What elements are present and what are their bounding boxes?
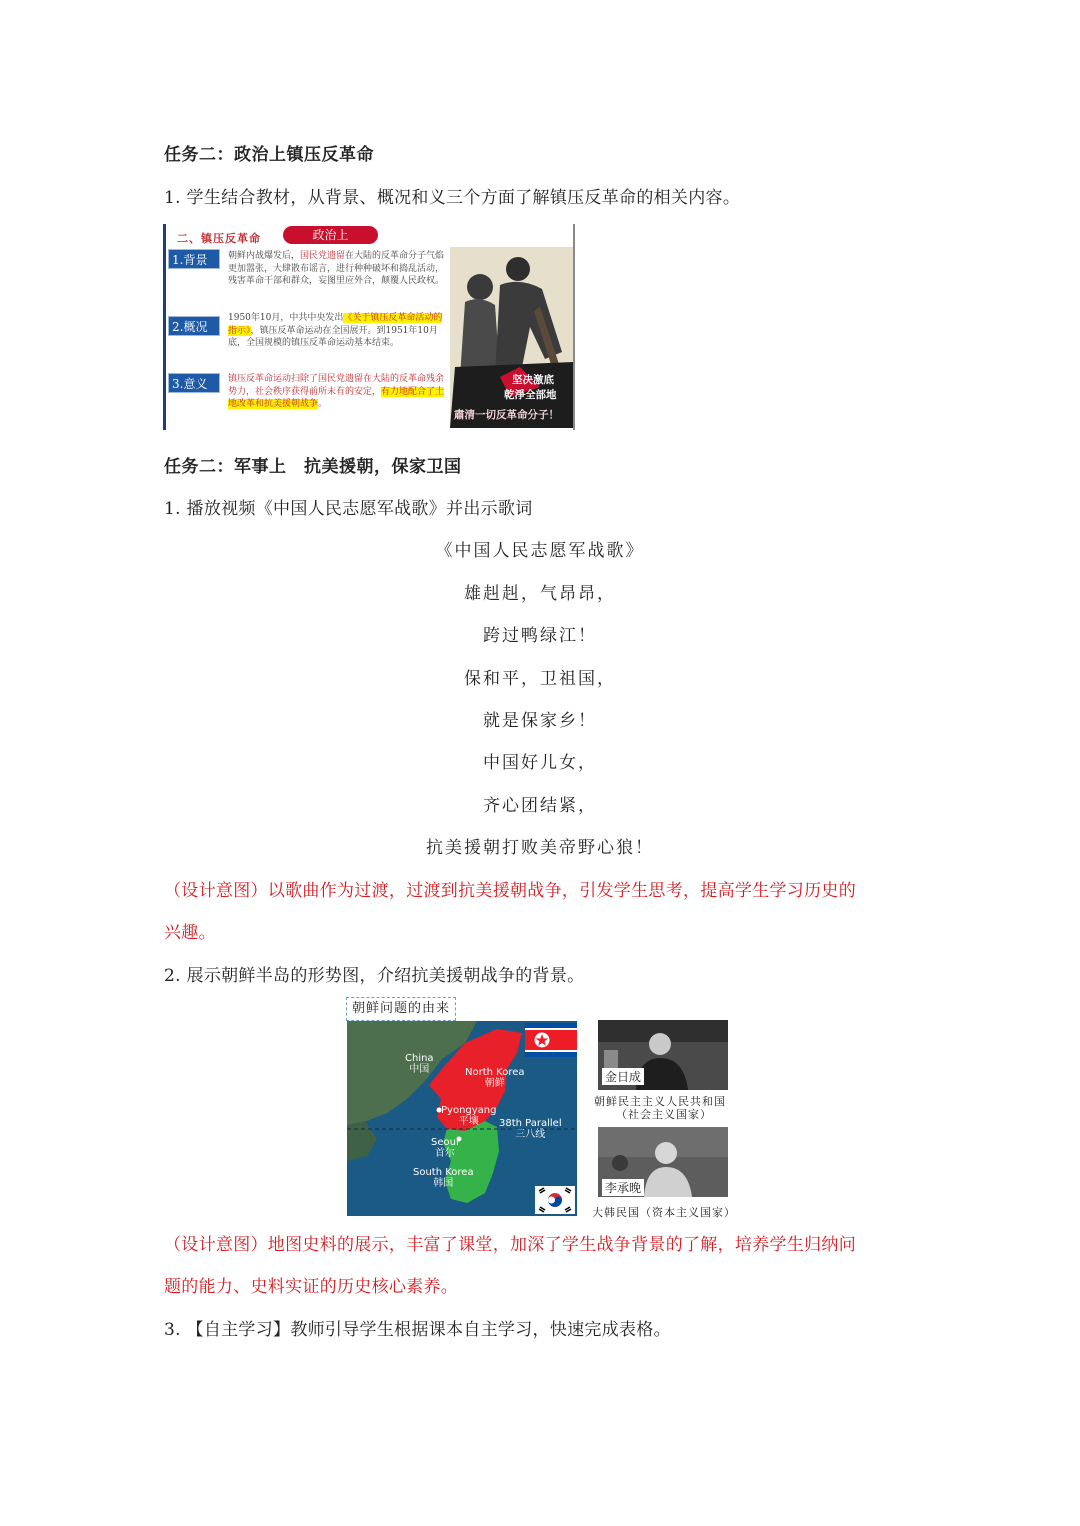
instruction-1: 1. 学生结合教材，从背景、概况和义三个方面了解镇压反革命的相关内容。 — [164, 188, 741, 208]
tag-background: 1.背景 — [168, 249, 220, 269]
lyric-line-3: 保和平，卫祖国， — [464, 669, 616, 689]
instruction-video: 1. 播放视频《中国人民志愿军战歌》并出示歌词 — [164, 499, 533, 519]
south-korea-flag-icon — [535, 1186, 575, 1214]
label-py-zh: 平壤 — [458, 1116, 479, 1127]
song-title: 《中国人民志愿军战歌》 — [435, 541, 645, 561]
label-seoul-zh: 首尔 — [434, 1148, 455, 1159]
text-significance — [228, 373, 448, 411]
design-intent-2-line1: （设计意图）地图史料的展示，丰富了课堂，加深了学生战争背景的了解，培养学生归纳问 — [164, 1235, 856, 1255]
counterrevolution-slide — [163, 224, 575, 430]
text-sig-a: 镇压反革命运动扫除了国民党遗留在大陆的反革命残余势力，社会秩序获得前所未有的安定， — [228, 374, 445, 397]
north-korea-flag-icon — [525, 1023, 577, 1057]
label-parallel-en: 38th Parallel — [499, 1118, 562, 1129]
label-south-korea — [413, 1167, 474, 1189]
text-background — [228, 250, 448, 288]
propaganda-poster — [450, 247, 573, 428]
label-py-en: Pyongyang — [441, 1105, 497, 1116]
caption-rok: 大韩民国（资本主义国家） — [592, 1206, 736, 1219]
lyric-line-6: 齐心团结紧， — [483, 796, 597, 816]
design-intent-1-line2: 兴趣。 — [164, 923, 216, 943]
text-sig-b: 。 — [318, 399, 328, 409]
korea-map-slide — [346, 997, 736, 1219]
label-china-en: China — [405, 1053, 434, 1064]
text-sig-hl: 有力地配合了土地改革和抗美援朝战争 — [228, 386, 445, 409]
section-heading-politics: 任务二：政治上镇压反革命 — [164, 145, 374, 165]
text-bg-b: 在大陆的反革命分子气焰更加嚣张，大肆散布谣言，进行种种破坏和捣乱活动，残害革命干部和群众，妄图里应外合，颠覆人民政权。 — [228, 251, 445, 286]
lyric-line-4: 就是保家乡！ — [483, 711, 597, 731]
lyric-line-2: 跨过鸭绿江！ — [483, 626, 597, 646]
caption-socialist: （社会主义国家） — [616, 1108, 712, 1121]
label-nk-zh: 朝鲜 — [484, 1078, 505, 1089]
label-parallel-zh: 三八线 — [515, 1129, 546, 1140]
photo-syngman-rhee — [598, 1127, 728, 1197]
poster-slogan-1: 坚决激底 — [512, 374, 554, 386]
slide-title: 二、镇压反革命 — [177, 232, 261, 245]
section-heading-military: 任务二：军事上 抗美援朝，保家卫国 — [164, 457, 462, 477]
caption-dprk: 朝鲜民主主义人民共和国 — [594, 1095, 726, 1108]
poster-slogan-2: 乾淨全部地 — [504, 389, 557, 401]
label-kim-il-sung: 金日成 — [602, 1068, 644, 1085]
instruction-self-study: 3. 【自主学习】教师引导学生根据课本自主学习，快速完成表格。 — [164, 1320, 671, 1340]
label-north-korea — [465, 1067, 525, 1089]
text-overview — [228, 312, 448, 350]
lyric-line-1: 雄赳赳，气昂昂， — [464, 584, 616, 604]
text-bg-hl: 国民党遗留 — [300, 251, 346, 261]
label-china — [405, 1053, 434, 1075]
text-ov-b: ，镇压反革命运动在全国展开。到1951年10月底，全国规模的镇压反革命运动基本结束。 — [228, 325, 438, 348]
map-caption: 朝鲜问题的由来 — [346, 997, 456, 1021]
label-sk-en: South Korea — [413, 1167, 474, 1178]
design-intent-1-line1: （设计意图）以歌曲作为过渡，过渡到抗美援朝战争，引发学生思考，提高学生学习历史的 — [164, 881, 856, 901]
label-seoul-en: Seoul — [431, 1137, 459, 1148]
label-nk-en: North Korea — [465, 1067, 525, 1078]
lyric-line-7: 抗美援朝打败美帝野心狼！ — [426, 838, 654, 858]
instruction-map: 2. 展示朝鲜半岛的形势图，介绍抗美援朝战争的背景。 — [164, 966, 585, 986]
lyric-line-5: 中国好儿女， — [483, 753, 597, 773]
label-syngman-rhee: 李承晚 — [602, 1179, 644, 1196]
slide-pill: 政治上 — [283, 226, 378, 244]
label-seoul — [431, 1137, 459, 1159]
text-bg-a: 朝鲜内战爆发后， — [228, 251, 301, 261]
text-ov-a: 1950年10月，中共中央发出 — [228, 313, 344, 323]
label-sk-zh: 韩国 — [433, 1178, 454, 1189]
text-ov-hl: 《关于镇压反革命活动的指示》 — [228, 313, 443, 336]
label-38th-parallel — [499, 1118, 562, 1140]
tag-overview: 2.概况 — [168, 316, 220, 336]
slide-right-bar — [573, 224, 575, 430]
design-intent-2-line2: 题的能力、史料实证的历史核心素养。 — [164, 1277, 459, 1297]
poster-slogan-3: 肅清一切反革命分子！ — [454, 409, 559, 421]
slide-left-bar — [163, 224, 166, 430]
tag-significance: 3.意义 — [168, 373, 220, 393]
label-china-zh: 中国 — [409, 1064, 430, 1075]
label-pyongyang — [441, 1105, 496, 1127]
photo-kim-il-sung — [598, 1020, 728, 1090]
